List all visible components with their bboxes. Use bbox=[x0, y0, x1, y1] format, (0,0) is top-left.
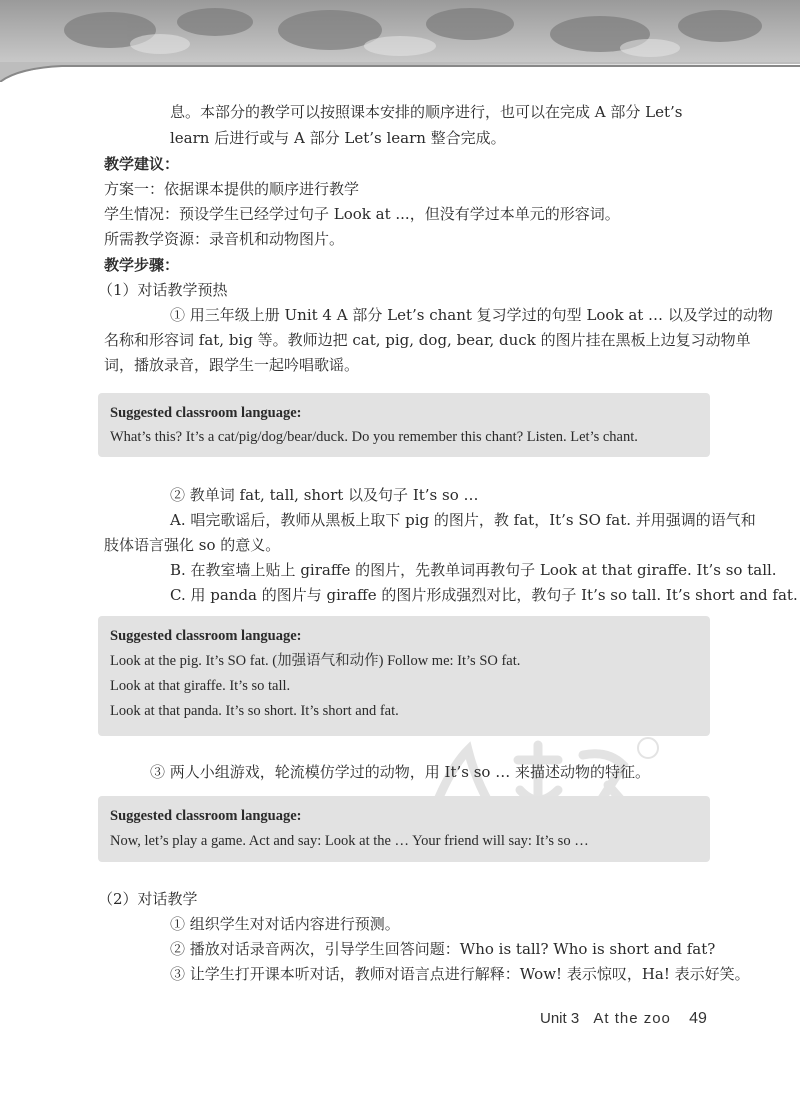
section1-item2-a-line-2: 肢体语言强化 so 的意义。 bbox=[104, 536, 281, 554]
box3-line-1: Now, let’s play a game. Act and say: Look at the … Your friend will say: It’s so … bbox=[110, 833, 589, 849]
footer-title: At the zoo bbox=[593, 1010, 671, 1027]
steps-heading: 教学步骤： bbox=[104, 256, 180, 274]
section1-title: （1）对话教学预热 bbox=[98, 281, 228, 299]
box3-heading: Suggested classroom language: bbox=[110, 808, 302, 824]
section1-item2-a-line-1: A. 唱完歌谣后，教师从黑板上取下 pig 的图片，教 fat，It’s SO fat. 并用强调的语气和 bbox=[170, 511, 756, 529]
box2-line-1: Look at the pig. It’s SO fat. (加强语气和动作) Follow me: It’s SO fat. bbox=[110, 653, 521, 669]
box2-line-2: Look at that giraffe. It’s so tall. bbox=[110, 678, 291, 694]
teaching-suggestions-heading: 教学建议： bbox=[104, 155, 180, 173]
classroom-language-box-3 bbox=[98, 796, 710, 862]
section2-line-1: ① 组织学生对对话内容进行预测。 bbox=[170, 915, 400, 933]
page-footer bbox=[540, 1010, 707, 1028]
box1-line-1: What’s this? It’s a cat/pig/dog/bear/duck. Do you remember this chant? Listen. Let’s chant. bbox=[110, 429, 638, 445]
box2-heading: Suggested classroom language: bbox=[110, 628, 302, 644]
section1-item2-c: C. 用 panda 的图片与 giraffe 的图片形成强烈对比，教句子 It’s so tall. It’s short and fat. bbox=[170, 586, 798, 604]
student-situation-line: 学生情况：预设学生已经学过句子 Look at ...，但没有学过本单元的形容词。 bbox=[104, 205, 620, 223]
section1-item1-line-2: 名称和形容词 fat, big 等。教师边把 cat, pig, dog, bear, duck 的图片挂在黑板上边复习动物单 bbox=[104, 331, 751, 349]
section2-line-3: ③ 让学生打开课本听对话，教师对语言点进行解释：Wow! 表示惊叹，Ha! 表示好笑。 bbox=[170, 965, 750, 983]
page-number: 49 bbox=[689, 1010, 707, 1027]
section2-title: （2）对话教学 bbox=[98, 890, 198, 908]
section2-line-2: ② 播放对话录音两次，引导学生回答问题：Who is tall? Who is short and fat? bbox=[170, 940, 716, 958]
classroom-language-box-1 bbox=[98, 393, 710, 457]
continuation-line-1: 息。本部分的教学可以按照课本安排的顺序进行，也可以在完成 A 部分 Let’s bbox=[170, 103, 683, 121]
box2-line-3: Look at that panda. It’s so short. It’s short and fat. bbox=[110, 703, 399, 719]
box1-heading: Suggested classroom language: bbox=[110, 405, 302, 421]
section1-item1-line-3: 词，播放录音，跟学生一起吟唱歌谣。 bbox=[104, 356, 360, 374]
footer-unit: Unit 3 bbox=[540, 1010, 580, 1027]
continuation-line-2: learn 后进行或与 A 部分 Let’s learn 整合完成。 bbox=[170, 129, 506, 147]
section1-item2-title: ② 教单词 fat, tall, short 以及句子 It’s so … bbox=[170, 486, 479, 504]
resources-line: 所需教学资源：录音机和动物图片。 bbox=[104, 230, 345, 248]
plan-line: 方案一：依据课本提供的顺序进行教学 bbox=[104, 180, 360, 198]
header-banner bbox=[0, 0, 800, 82]
classroom-language-box-2 bbox=[98, 616, 710, 736]
section1-item2-b: B. 在教室墙上贴上 giraffe 的图片，先教单词再教句子 Look at that giraffe. It’s so tall. bbox=[170, 561, 777, 579]
section1-item1-line-1: ① 用三年级上册 Unit 4 A 部分 Let’s chant 复习学过的句型 Look at … 以及学过的动物 bbox=[170, 306, 773, 324]
section1-item3: ③ 两人小组游戏，轮流模仿学过的动物，用 It’s so … 来描述动物的特征。 bbox=[150, 763, 650, 781]
